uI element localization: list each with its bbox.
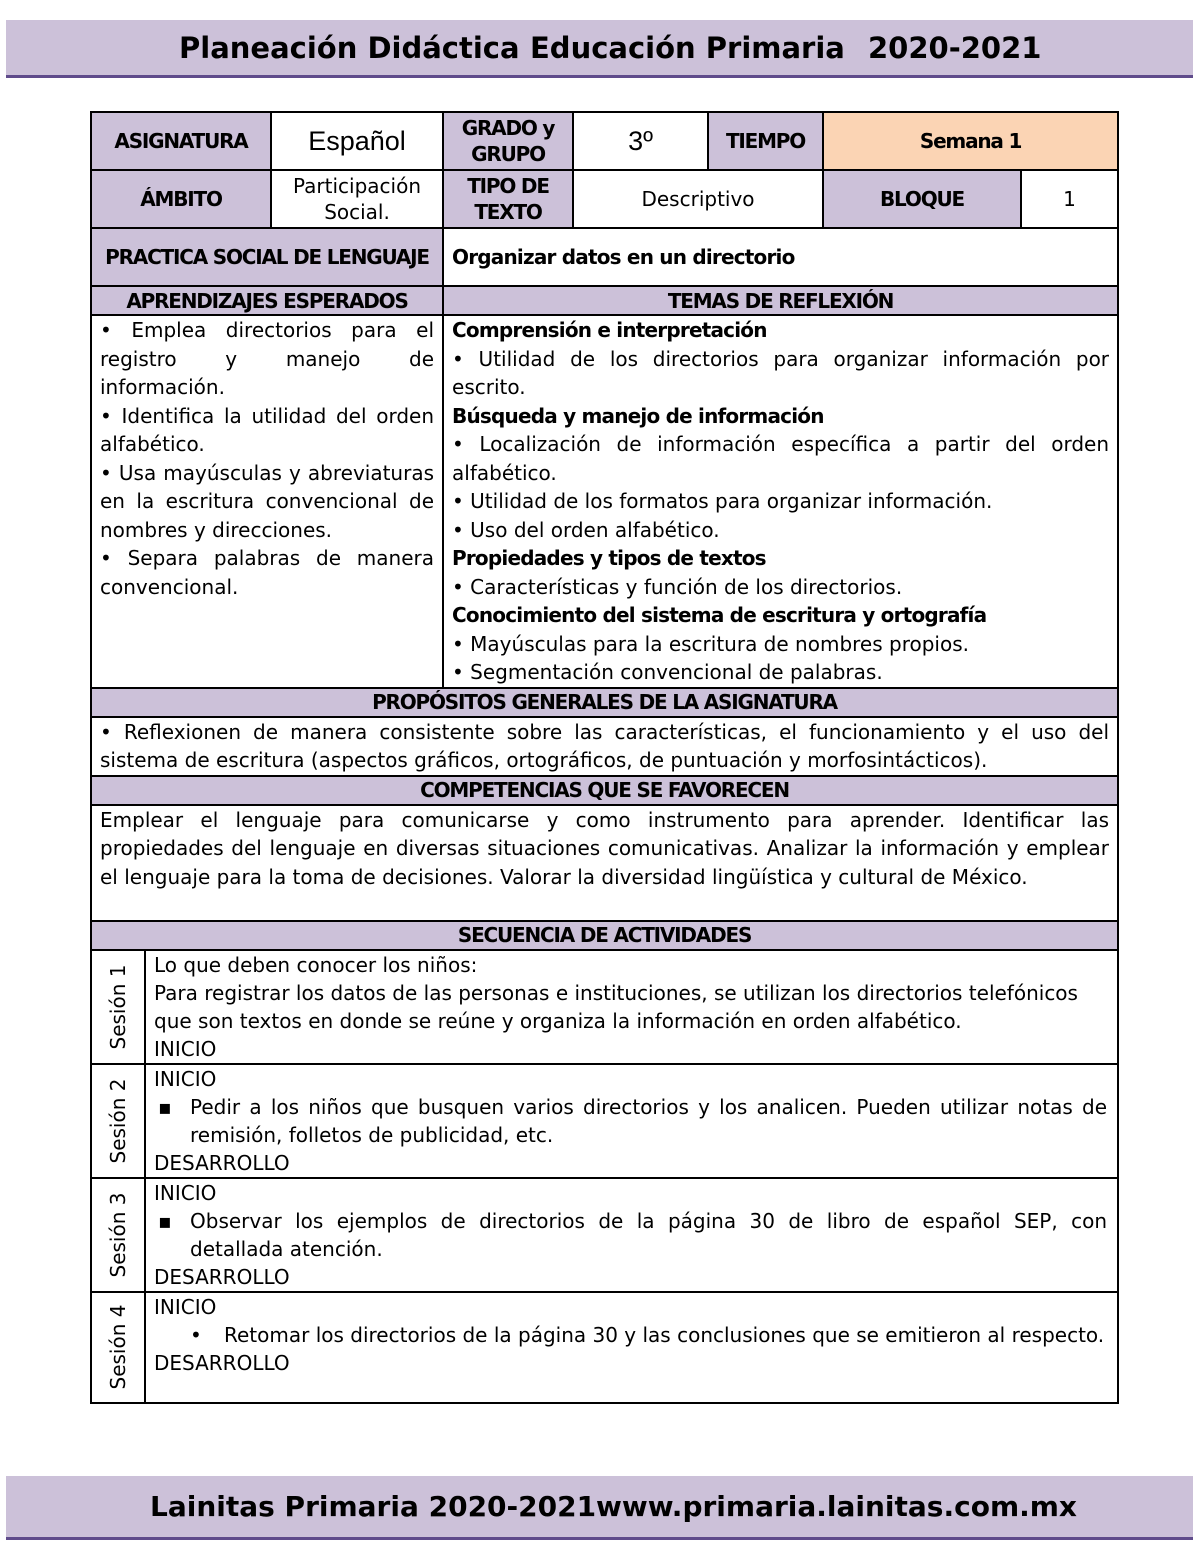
tema-item: • Mayúsculas para la escritura de nombres propios. [452, 631, 969, 656]
tema-item: • Uso del orden alfabético. [452, 517, 720, 542]
session-label: Sesión 3 [91, 1178, 145, 1292]
session-text: Lo que deben conocer los niños: [154, 952, 478, 977]
tema-heading: Conocimiento del sistema de escritura y ortografía [452, 603, 987, 627]
session-phase: INICIO [154, 1066, 217, 1091]
row-ambito [91, 170, 1118, 228]
secuencia-label: SECUENCIA DE ACTIVIDADES [91, 921, 1118, 950]
bullet-icon: ▪ [158, 1094, 172, 1119]
tipo-texto-label: TIPO DE TEXTO [443, 170, 573, 228]
session-label: Sesión 2 [91, 1064, 145, 1178]
session-activity [154, 1207, 1107, 1263]
session-phase: INICIO [154, 1180, 217, 1205]
tema-item: • Utilidad de los directorios para organizar información por escrito. [452, 346, 1110, 399]
practica-value: Organizar datos en un directorio [443, 228, 1118, 286]
footer-banner [6, 1476, 1193, 1540]
ambito-value: Participación Social. [271, 170, 443, 228]
row-asignatura [91, 112, 1118, 170]
session-activity [154, 1093, 1107, 1149]
row-propositos-header [91, 688, 1118, 717]
tema-heading: Propiedades y tipos de textos [452, 546, 766, 570]
header-level: Educación Primaria [530, 30, 845, 65]
tema-item: • Segmentación convencional de palabras. [452, 660, 883, 684]
competencias-text: Emplear el lenguaje para comunicarse y como instrumento para aprender. Identificar las propiedades del lenguaje en diversas situaciones comunicativas. Analizar la información y emplear el lenguaje para la toma de decisiones. Valorar la diversidad lingüística y cultural de México. [91, 805, 1118, 921]
session-phase: DESARROLLO [154, 1264, 290, 1289]
row-competencias-content [91, 805, 1118, 921]
propositos-label: PROPÓSITOS GENERALES DE LA ASIGNATURA [91, 688, 1118, 717]
session-phase: DESARROLLO [154, 1350, 290, 1375]
aprendizaje-item: • Separa palabras de manera convencional. [100, 546, 435, 599]
tipo-texto-value: Descriptivo [573, 170, 823, 228]
session-content [145, 1292, 1118, 1403]
tiempo-value: Semana 1 [823, 112, 1118, 170]
row-secuencia-header [91, 921, 1118, 950]
bullet-icon: ▪ [158, 1208, 172, 1233]
session-activity [154, 1321, 1107, 1349]
footer-website[interactable]: www.primaria.lainitas.com.mx [596, 1490, 1077, 1523]
practica-label: PRACTICA SOCIAL DE LENGUAJE [91, 228, 443, 286]
asignatura-label: ASIGNATURA [91, 112, 271, 170]
aprendizaje-item: • Emplea directorios para el registro y manejo de información. [100, 318, 435, 399]
grado-value: 3º [573, 112, 708, 170]
session-row-2 [91, 1064, 1118, 1178]
grado-label: GRADO y GRUPO [443, 112, 573, 170]
aprendizajes-label: APRENDIZAJES ESPERADOS [91, 286, 443, 315]
competencias-label: COMPETENCIAS QUE SE FAVORECEN [91, 776, 1118, 805]
propositos-text: • Reflexionen de manera consistente sobre las características, el funcionamiento y el uso del sistema de escritura (aspectos gráficos, ortográficos, de puntuación y morfosintácticos). [91, 717, 1118, 776]
session-text: Para registrar los datos de las personas e instituciones, se utilizan los directorios telefónicos que son textos en donde se reúne y organiza la información en orden alfabético. [154, 980, 1078, 1033]
header-year: 2020-2021 [868, 30, 1042, 65]
bullet-icon: • [190, 1322, 202, 1347]
row-aprendizajes-content [91, 315, 1118, 688]
session-row-4 [91, 1292, 1118, 1403]
row-competencias-header [91, 776, 1118, 805]
session-phase: INICIO [154, 1036, 217, 1061]
session-content [145, 950, 1118, 1064]
asignatura-value: Español [271, 112, 443, 170]
planning-table [90, 111, 1119, 1404]
tiempo-label: TIEMPO [708, 112, 823, 170]
ambito-label: ÁMBITO [91, 170, 271, 228]
session-phase: INICIO [154, 1294, 217, 1319]
header-banner [6, 20, 1193, 78]
session-row-1 [91, 950, 1118, 1064]
aprendizaje-item: • Usa mayúsculas y abreviaturas en la escritura convencional de nombres y direcciones. [100, 460, 435, 542]
footer-brand: Lainitas Primaria 2020-2021 [150, 1490, 597, 1523]
row-aprendizajes-header [91, 286, 1118, 315]
session-label: Sesión 1 [91, 950, 145, 1064]
header-title: Planeación Didáctica [179, 30, 520, 65]
session-activity-text: Pedir a los niños que busquen varios directorios y los analicen. Pueden utilizar notas de remisión, folletos de publicidad, etc. [190, 1094, 1108, 1147]
bloque-value: 1 [1021, 170, 1118, 228]
tema-heading: Búsqueda y manejo de información [452, 403, 824, 428]
session-row-3 [91, 1178, 1118, 1292]
row-propositos-content [91, 717, 1118, 776]
session-phase: DESARROLLO [154, 1150, 290, 1175]
session-activity-text: Observar los ejemplos de directorios de la página 30 de libro de español SEP, con detallada atención. [190, 1208, 1108, 1261]
tema-item: • Utilidad de los formatos para organizar información. [452, 489, 993, 513]
session-content [145, 1178, 1118, 1292]
temas-cell [443, 315, 1118, 688]
bloque-label: BLOQUE [823, 170, 1021, 228]
session-content [145, 1064, 1118, 1178]
tema-item: • Características y función de los directorios. [452, 574, 903, 599]
temas-label: TEMAS DE REFLEXIÓN [443, 286, 1118, 315]
row-practica [91, 228, 1118, 286]
aprendizaje-item: • Identifica la utilidad del orden alfabético. [100, 403, 435, 456]
tema-item: • Localización de información específica a partir del orden alfabético. [452, 432, 1110, 485]
tema-heading: Comprensión e interpretación [452, 318, 767, 342]
aprendizajes-cell [91, 315, 443, 688]
session-activity-text: Retomar los directorios de la página 30 y las conclusiones que se emitieron al respecto. [224, 1322, 1105, 1347]
session-label: Sesión 4 [91, 1292, 145, 1403]
